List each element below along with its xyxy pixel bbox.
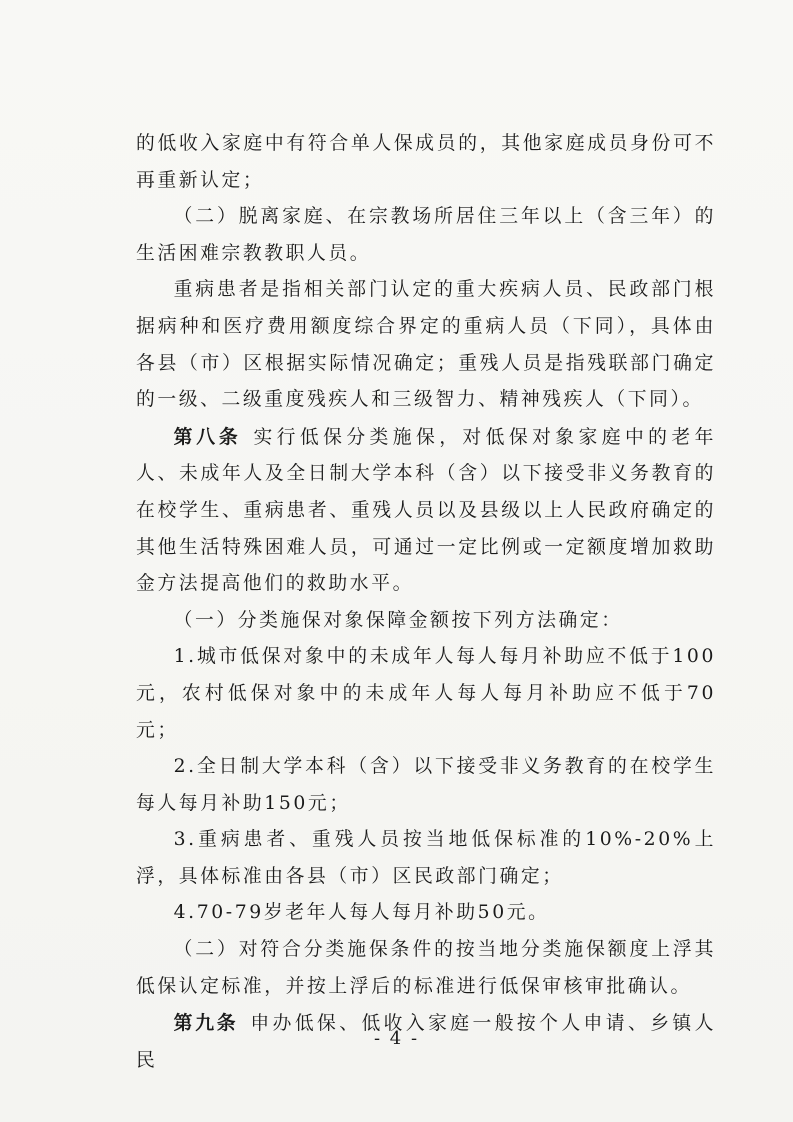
paragraph-6 [136, 639, 716, 749]
paragraph-3 [136, 272, 716, 418]
paragraph-8-text: 3.重病患者、重残人员按当地低保标准的10%-20%上浮，具体标准由各县（市）区民政部门确定； [136, 829, 716, 887]
paragraph-7 [136, 749, 716, 822]
article-8-paragraph [136, 419, 716, 603]
paragraph-1-text: 的低收入家庭中有符合单人保成员的，其他家庭成员身份可不再重新认定； [136, 133, 716, 191]
paragraph-10-text: （二）对符合分类施保条件的按当地分类施保额度上浮其低保认定标准，并按上浮后的标准进行低保审核审批确认。 [136, 939, 716, 997]
paragraph-9 [136, 895, 716, 932]
paragraph-1 [136, 126, 716, 199]
article-9-heading: 第九条 [173, 1012, 239, 1035]
paragraph-5-text: （一）分类施保对象保障金额按下列方法确定： [173, 609, 623, 631]
paragraph-7-text: 2.全日制大学本科（含）以下接受非义务教育的在校学生每人每月补助150元； [136, 756, 716, 814]
paragraph-2 [136, 199, 716, 272]
paragraph-9-text: 4.70-79岁老年人每人每月补助50元。 [173, 902, 550, 924]
paragraph-2-text: （二）脱离家庭、在宗教场所居住三年以上（含三年）的生活困难宗教教职人员。 [136, 206, 716, 264]
document-body [136, 126, 716, 1079]
paragraph-10 [136, 932, 716, 1005]
paragraph-5 [136, 603, 716, 640]
article-8-heading: 第八条 [173, 425, 242, 448]
paragraph-8 [136, 822, 716, 895]
page-number: - 4 - [373, 1028, 420, 1049]
article-9-text: 申办低保、低收入家庭一般按个人申请、乡镇人民 [136, 1013, 716, 1071]
paragraph-3-text: 重病患者是指相关部门认定的重大疾病人员、民政部门根据病种和医疗费用额度综合界定的重病人员（下同），具体由各县（市）区根据实际情况确定；重残人员是指残联部门确定的一级、二级重度残疾人和三级智力、精神残疾人（下同）。 [136, 279, 716, 411]
paragraph-6-text: 1.城市低保对象中的未成年人每人每月补助应不低于100元，农村低保对象中的未成年人每人每月补助应不低于70元； [136, 646, 716, 741]
article-8-text: 实行低保分类施保，对低保对象家庭中的老年人、未成年人及全日制大学本科（含）以下接受非义务教育的在校学生、重病患者、重残人员以及县级以上人民政府确定的其他生活特殊困难人员，可通过一定比例或一定额度增加救助金方法提高他们的救助水平。 [136, 426, 717, 595]
